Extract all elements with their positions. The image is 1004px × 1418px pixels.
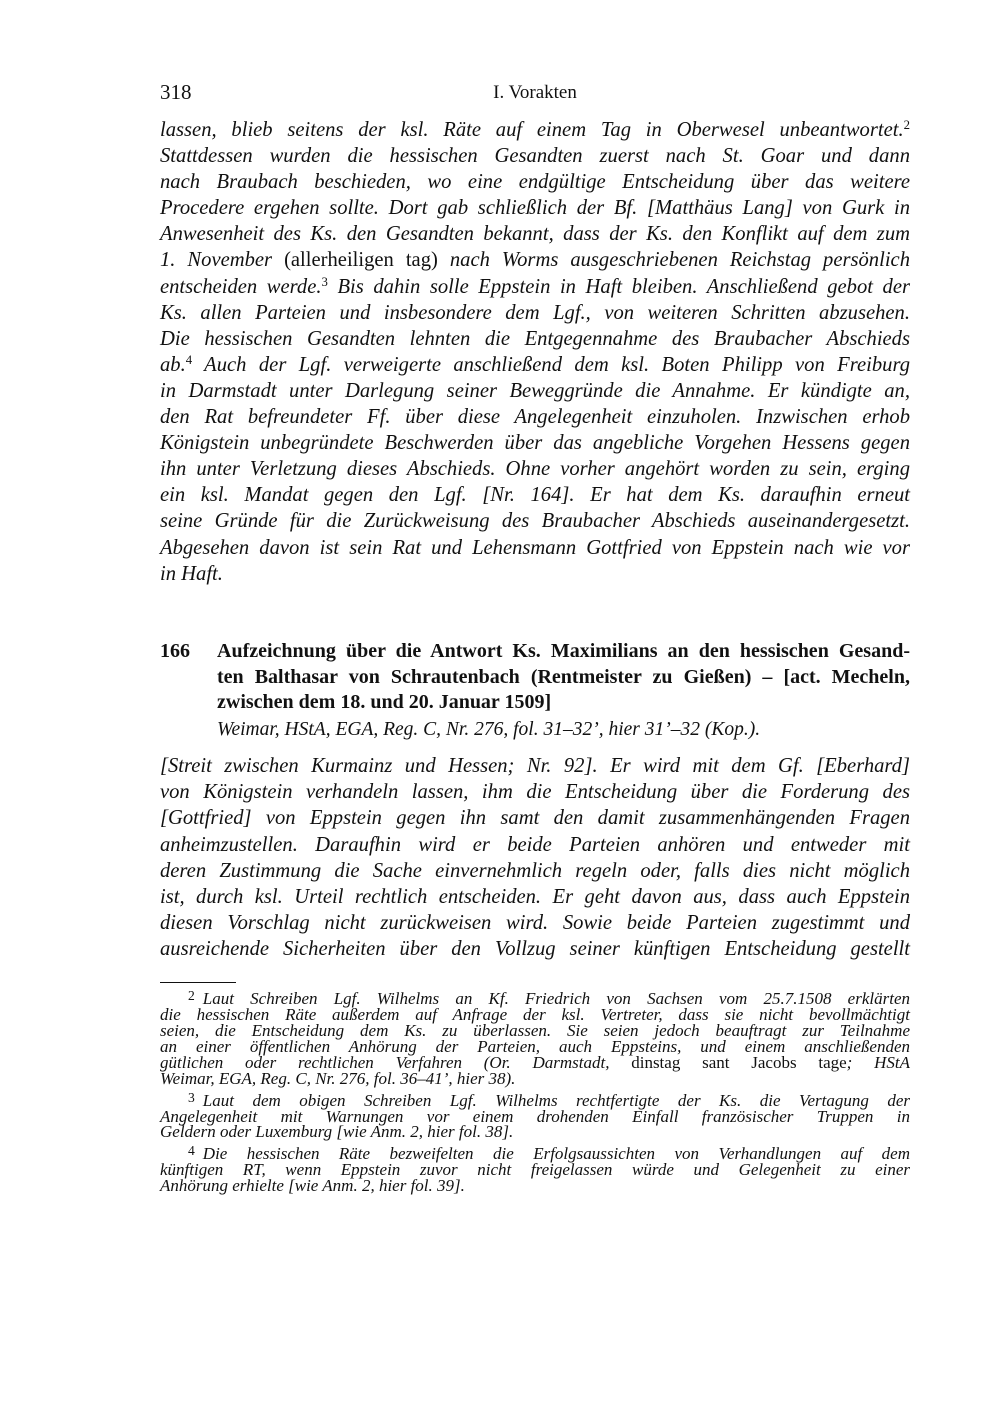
text-segment: Stattdessen wurden die hessischen Gesandten zuerst nach St. Goar und dann <box>160 145 910 168</box>
document-source: Weimar, HStA, EGA, Reg. C, Nr. 276, fol. 31–32’, hier 31’–32 (Kop.). <box>217 719 761 740</box>
text-segment: Laut Schreiben Lgf. Wilhelms an Kf. Friedrich von Sachsen vom 25.7.1508 erklärten <box>202 989 910 1009</box>
text-segment: Weimar, EGA, Reg. C, Nr. 276, fol. 36–41’, hier 38). <box>160 1068 516 1088</box>
text-segment: künftigen RT, wenn Eppstein zuvor nicht freigelassen würde und Gelegenheit zu einer <box>160 1160 910 1180</box>
intro-line <box>160 247 910 273</box>
text-segment: in Haft. <box>160 562 223 585</box>
intro-line <box>160 117 910 143</box>
text-segment: ihn unter Verletzung dieses Abschieds. Ohne vorher angehört worden zu sein, erging <box>160 458 910 481</box>
intro-line <box>160 378 910 404</box>
text-segment: ein ksl. Mandat gegen den Lgf. [Nr. 164]. Er hat dem Ks. daraufhin erneut <box>160 484 910 507</box>
text-segment: Bis dahin solle Eppstein in Haft bleiben. Anschließend gebot der <box>327 275 910 298</box>
footnote-reference[interactable]: 4 <box>185 352 193 367</box>
title-line: zwischen dem 18. und 20. Januar 1509] <box>217 691 552 713</box>
intro-line <box>160 430 910 456</box>
footnote-divider <box>160 982 236 983</box>
title-line: ten Balthasar von Schrautenbach (Rentmeister zu Gießen) – [act. Mecheln, <box>217 665 910 688</box>
text-segment: Laut dem obigen Schreiben Lgf. Wilhelms rechtfertigte der Ks. die Vertagung der <box>202 1090 910 1110</box>
footnote-number: 3 <box>188 1089 195 1105</box>
text-segment: ab. <box>160 353 186 376</box>
intro-paragraph <box>160 117 910 587</box>
intro-line <box>160 352 910 378</box>
text-segment: dinstag sant Jacobs tage <box>631 1052 847 1072</box>
regest-line: diesen Vorschlag nicht zurückweisen wird. Sowie beide Parteien zugestimmt und <box>160 912 910 935</box>
text-segment: entscheiden werde. <box>160 275 322 298</box>
footnote-reference[interactable]: 3 <box>321 274 328 289</box>
regest-line: [Gottfried] von Eppstein gegen ihn samt den damit zusammenhängenden Fragen <box>160 807 910 830</box>
intro-line <box>160 169 910 195</box>
intro-line <box>160 456 910 482</box>
text-segment: seien, die Entscheidung dem Ks. zu überlassen. Sie seien jedoch beauftragt zur Teilnahme <box>160 1020 910 1040</box>
text-segment: Geldern oder Luxemburg [wie Anm. 2, hier fol. 38]. <box>160 1122 514 1142</box>
intro-line <box>160 274 910 300</box>
text-segment: gütlichen oder rechtlichen Verfahren (Or. Darmstadt, <box>160 1052 632 1072</box>
document-heading <box>160 639 910 716</box>
title-line: Aufzeichnung über die Antwort Ks. Maximilians an den hessischen Gesand- <box>217 640 910 662</box>
footnote-line <box>160 1124 910 1140</box>
text-segment: Die hessischen Gesandten lehnten die Entgegennahme des Braubacher Abschieds <box>160 327 910 350</box>
running-head: I. Vorakten <box>493 82 577 103</box>
text-segment: an einer öffentlichen Anhörung der Parteien, auch Eppsteins, und einem anschließenden <box>160 1036 910 1056</box>
text-segment: Anhörung erhielte [wie Anm. 2, hier fol. 39]. <box>160 1176 465 1196</box>
footnote-number: 2 <box>188 988 195 1003</box>
text-segment: nach Braubach beschieden, wo eine endgültige Entscheidung über das weitere <box>160 171 910 194</box>
text-segment: Ks. allen Parteien und insbesondere dem Lgf., von weiteren Schritten abzusehen. <box>160 301 910 324</box>
footnotes <box>160 988 910 1197</box>
text-segment: in Darmstadt unter Darlegung seiner Beweggründe die Annahme. Er kündigte an, <box>160 379 910 402</box>
regest-line: ist, durch ksl. Urteil rechtlich entscheiden. Er geht davon aus, dass auch Eppstein <box>160 886 910 909</box>
text-segment: Angelegenheit mit Warnungen vor einem drohenden Einfall französischer Truppen in <box>160 1106 910 1126</box>
text-segment: ; HStA <box>846 1052 910 1072</box>
page-number: 318 <box>160 80 192 104</box>
intro-line <box>160 221 910 247</box>
intro-line <box>160 482 910 508</box>
document-title <box>217 639 910 716</box>
intro-line <box>160 143 910 169</box>
intro-line <box>160 195 910 221</box>
text-segment: seine Gründe für die Zurückweisung des Braubacher Abschieds auseinandergesetzt. <box>160 510 910 533</box>
text-segment: Königstein unbegründete Beschwerden über das angebliche Vorgehen Hessens gegen <box>160 432 910 455</box>
regest-line: deren Zustimmung die Sache einvernehmlich regeln oder, falls dies nicht möglich <box>160 859 910 882</box>
document-number: 166 <box>160 640 190 662</box>
regest-line: [Streit zwischen Kurmainz und Hessen; Nr. 92]. Er wird mit dem Gf. [Eberhard] <box>160 755 910 777</box>
text-segment: die hessischen Räte außerdem auf Anfrage der ksl. Vertreter, dass sie nicht bevollmächtigt <box>160 1004 910 1024</box>
text-segment: Procedere ergehen sollte. Dort gab schließlich der Bf. [Matthäus Lang] von Gurk in <box>160 197 910 220</box>
intro-line <box>160 326 910 352</box>
footnote-line <box>160 1068 910 1088</box>
text-segment: nach Worms ausgeschriebenen Reichstag persönlich <box>437 249 910 272</box>
text-segment: Abgesehen davon ist sein Rat und Lehensmann Gottfried von Eppstein nach wie vor <box>160 536 910 559</box>
intro-line <box>160 300 910 326</box>
intro-line <box>160 508 910 534</box>
text-segment: (allerheiligen tag) <box>284 249 438 272</box>
regest-line: ausreichende Sicherheiten über den Vollzug seiner künftigen Entscheidung gestellt <box>160 938 910 961</box>
regest-line: von Königstein verhandeln lassen, ihm die Entscheidung über die Forderung des <box>160 781 910 804</box>
footnote-reference[interactable]: 2 <box>903 117 910 132</box>
intro-line <box>160 404 910 430</box>
footnote-2 <box>160 988 910 1087</box>
text-segment: 1. November <box>160 249 285 272</box>
intro-line <box>160 561 910 587</box>
text-segment: lassen, blieb seitens der ksl. Räte auf einem Tag in Oberwesel unbeantwortet. <box>160 119 904 141</box>
text-segment: den Rat befreundeter Ff. über diese Angelegenheit einzuholen. Inzwischen erhob <box>160 406 910 429</box>
footnote-3 <box>160 1090 910 1141</box>
regest-line: anheimzustellen. Daraufhin wird er beide Parteien anhören und entweder mit <box>160 833 910 856</box>
intro-line <box>160 535 910 561</box>
text-segment: Auch der Lgf. verweigerte anschließend dem ksl. Boten Philipp von Freiburg <box>192 353 910 376</box>
text-segment: Die hessischen Räte bezweifelten die Erfolgsaussichten von Verhandlungen auf dem <box>202 1144 910 1164</box>
footnote-line <box>160 1178 910 1194</box>
regest-paragraph <box>160 753 910 963</box>
text-segment: Anwesenheit des Ks. den Gesandten bekannt, dass der Ks. den Konflikt auf dem zum <box>160 223 910 246</box>
footnote-number: 4 <box>188 1143 195 1159</box>
footnote-4 <box>160 1143 910 1194</box>
